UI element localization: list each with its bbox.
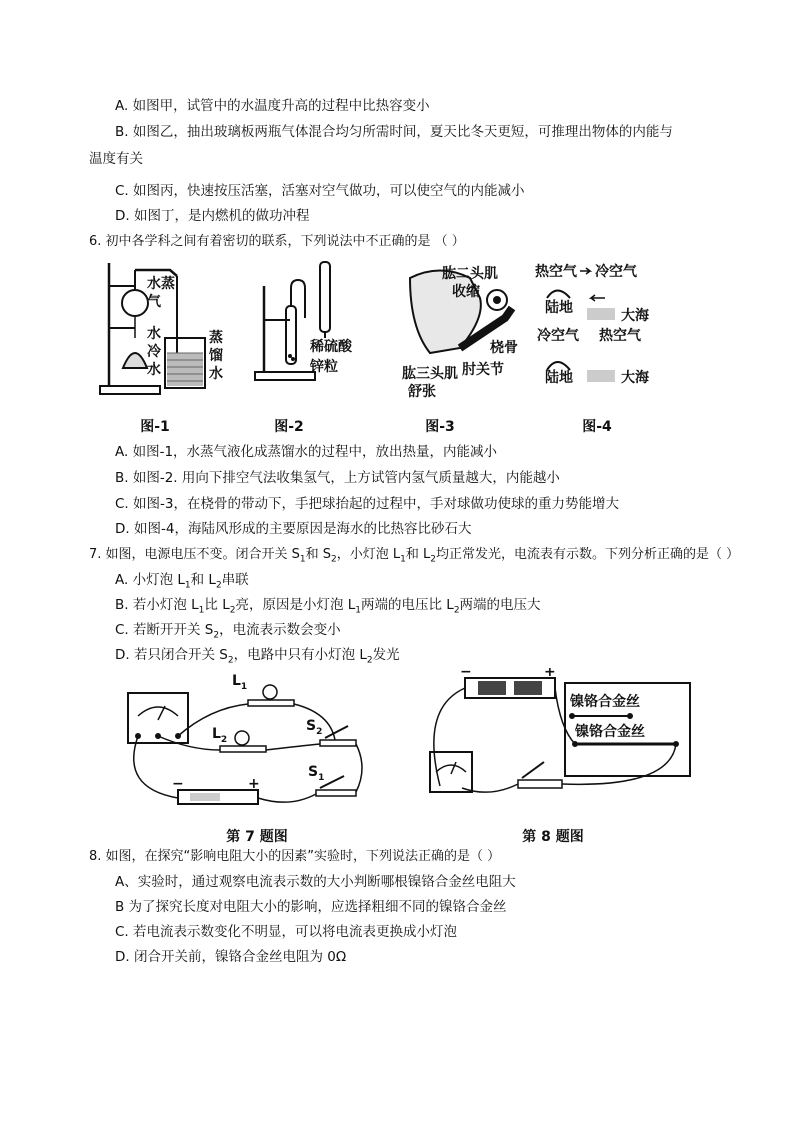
fig3-radius-label: 桡骨 <box>490 340 518 356</box>
q7-stem: 7. 如图，电源电压不变。闭合开关 $S_1$和 $S_2$，小灯泡 $L_1$和 $L_2$均正常发光，电流表有示数。下列分析正确的是（ ） <box>89 547 740 565</box>
svg-text:−: − <box>460 668 472 680</box>
fig1-label-8: 水 <box>209 366 223 382</box>
q8-option-d: D. 闭合开关前，镍铬合金丝电阻为 0Ω <box>115 949 347 965</box>
q8-fig-caption: 第 8 题图 <box>522 829 584 845</box>
svg-text:−: − <box>172 776 184 792</box>
fig4-sea-breeze <box>535 258 665 398</box>
fig1-label-1: 水蒸 <box>147 276 175 292</box>
fig2-zinc-label: 锌粒 <box>310 359 338 375</box>
fig3-arm <box>400 258 530 398</box>
fig4-land2-label: 陆地 <box>545 370 573 386</box>
fig4-land-label: 陆地 <box>545 300 573 316</box>
q5-option-a: A. 如图甲，试管中的水温度升高的过程中比热容变小 <box>115 98 430 114</box>
fig1-label-5: 水 <box>147 362 161 378</box>
fig1-distillation <box>95 258 235 400</box>
fig4-sea2-label: 大海 <box>621 370 649 386</box>
q7-switch-s1-label: $S_1$ <box>308 764 325 783</box>
fig3-caption: 图-3 <box>425 419 455 435</box>
fig4-hot-air-top: 热空气 <box>535 264 577 280</box>
fig1-label-4: 冷 <box>147 344 161 360</box>
fig3-contract-label: 收缩 <box>452 284 480 300</box>
q8-option-c: C. 若电流表示数变化不明显，可以将电流表更换成小灯泡 <box>115 924 458 940</box>
q8-wire1-label: 镍铬合金丝 <box>570 694 640 710</box>
fig4-cold-air-top: 冷空气 <box>595 264 637 280</box>
q8-stem: 8. 如图，在探究“影响电阻大小的因素”实验时，下列说法正确的是（ ） <box>89 849 501 864</box>
fig2-hydrogen-apparatus <box>250 258 380 384</box>
fig1-label-7: 馏 <box>209 348 223 364</box>
q7-option-d: D. 若只闭合开关 $S_2$，电路中只有小灯泡 $L_2$发光 <box>115 647 400 666</box>
q6-option-b: B. 如图-2. 用向下排空气法收集氢气，上方试管内氢气质量越大，内能越小 <box>115 470 560 486</box>
q7-option-c: C. 若断开开关 $S_2$，电流表示数会变小 <box>115 622 341 641</box>
q6-stem: 6. 初中各学科之间有着密切的联系，下列说法中不正确的是 （ ） <box>89 234 465 249</box>
fig1-label-2: 气 <box>147 294 161 310</box>
q7-option-a: A. 小灯泡 $L_1$和 $L_2$串联 <box>115 572 249 591</box>
fig1-label-6: 蒸 <box>209 330 223 346</box>
fig3-triceps-label: 肱三头肌 <box>402 366 458 382</box>
q8-option-b: B 为了探究长度对电阻大小的影响，应选择粗细不同的镍铬合金丝 <box>115 899 507 915</box>
q5-option-d: D. 如图丁，是内燃机的做功冲程 <box>115 208 310 224</box>
q6-option-d: D. 如图-4，海陆风形成的主要原因是海水的比热容比砂石大 <box>115 521 472 537</box>
fig4-caption: 图-4 <box>582 419 612 435</box>
q6-option-a: A. 如图-1，水蒸气液化成蒸馏水的过程中，放出热量，内能减小 <box>115 444 498 460</box>
q7-switch-s2-label: $S_2$ <box>306 718 323 737</box>
q6-option-c: C. 如图-3，在桡骨的带动下，手把球抬起的过程中，手对球做功使球的重力势能增大 <box>115 496 619 512</box>
q7-lamp-l1-label: $L_1$ <box>232 673 248 692</box>
fig3-biceps-label: 肱二头肌 <box>442 266 498 282</box>
fig1-caption: 图-1 <box>140 419 170 435</box>
q7-lamp-l2-label: $L_2$ <box>212 726 228 745</box>
q5-option-c: C. 如图丙，快速按压活塞，活塞对空气做功，可以使空气的内能减小 <box>115 183 525 199</box>
q5-option-b-line1: B. 如图乙，抽出玻璃板两瓶气体混合均匀所需时间，夏天比冬天更短，可推理出物体的内能与 <box>115 124 673 140</box>
fig2-caption: 图-2 <box>274 419 304 435</box>
fig3-elbow-label: 肘关节 <box>462 362 504 378</box>
fig3-relax-label: 舒张 <box>408 384 436 398</box>
fig4-hot-air-mid: 热空气 <box>599 328 641 344</box>
fig1-label-3: 水 <box>147 326 161 342</box>
q8-circuit-figure <box>410 668 700 820</box>
q7-circuit-figure <box>120 668 370 820</box>
q5-option-b-line2: 温度有关 <box>89 151 143 167</box>
q8-option-a: A、实验时，通过观察电流表示数的大小判断哪根镍铬合金丝电阻大 <box>115 874 516 890</box>
svg-text:+: + <box>248 776 260 792</box>
fig2-acid-label: 稀硫酸 <box>310 339 352 355</box>
fig4-sea-label: 大海 <box>621 308 649 324</box>
q8-wire2-label: 镍铬合金丝 <box>575 724 645 740</box>
q7-option-b: B. 若小灯泡 $L_1$比 $L_2$亮，原因是小灯泡 $L_1$两端的电压比 $L_2$两端的电压大 <box>115 597 541 616</box>
svg-text:+: + <box>544 668 556 680</box>
q7-fig-caption: 第 7 题图 <box>226 829 288 845</box>
fig4-cold-air-mid: 冷空气 <box>537 328 579 344</box>
